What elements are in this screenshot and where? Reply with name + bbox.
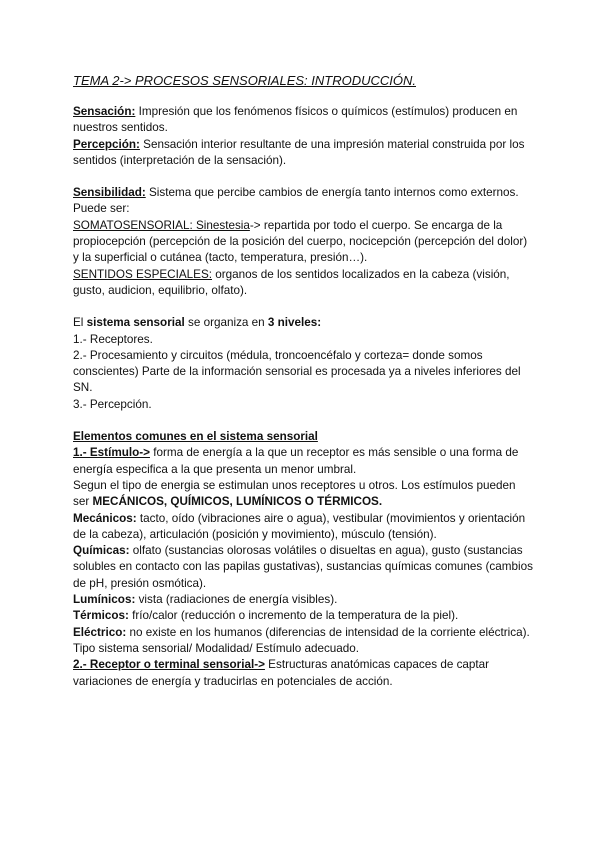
stimulus-type-text: frío/calor (reducción o incremento de la temperatura de la piel). [128, 609, 459, 623]
receptor-term: 2.- Receptor o terminal sensorial-> [73, 658, 265, 672]
stimulus-type-term: Lumínicos: [73, 593, 136, 607]
stimulus-type-term: Mecánicos: [73, 511, 137, 525]
niveles-bold-3: 3 niveles: [267, 316, 322, 330]
stimulus-type-term: Térmicos: [73, 609, 129, 623]
estimulo-paragraph [73, 445, 533, 478]
stimulus-type-term: Eléctrico: [73, 625, 127, 639]
niveles-mid: se organiza en [184, 316, 268, 330]
stimulus-type-text: no existe en los humanos (diferencias de intensidad de la corriente eléctrica). [126, 625, 530, 639]
sensibilidad-text: Sistema que percibe cambios de energía tanto internos como externos. [145, 186, 519, 200]
sentidos-especiales-paragraph [73, 267, 533, 300]
estimulo-term: 1.- Estímulo-> [73, 446, 150, 460]
sensacion-text: Impresión que los fenómenos físicos o químicos (estímulos) producen en nuestros sentidos. [73, 105, 518, 135]
percepcion-term: Percepción: [73, 137, 140, 151]
sentidos-especiales-term: SENTIDOS ESPECIALES: [73, 267, 212, 281]
segun-bold: MECÁNICOS, QUÍMICOS, LUMÍNICOS O TÉRMICOS. [92, 495, 383, 509]
puede-ser: Puede ser: [73, 202, 130, 216]
stimulus-type-text: olfato (sustancias olorosas volátiles o disueltas en agua), gusto (sustancias solubles en contacto con las papilas gustativas), sustancias químicas comunes (cambios de pH, presión osmótica). [73, 544, 533, 590]
tipo-sistema-line: Tipo sistema sensorial/ Modalidad/ Estímulo adecuado. [73, 641, 360, 655]
stimulus-type [73, 608, 533, 624]
nivel-item: 3.- Percepción. [73, 397, 152, 411]
sensibilidad-definition [73, 185, 533, 201]
sensacion-term: Sensación: [73, 105, 136, 118]
segun-text: Segun el tipo de energia se estimulan unos receptores u otros. Los estímulos pueden ser [73, 478, 516, 509]
elementos-heading: Elementos comunes en el sistema sensorial [73, 430, 318, 444]
nivel-item: 1.- Receptores. [73, 332, 153, 346]
estimulo-text: forma de energía a la que un receptor es más sensible o una forma de energía especifica a la que presenta un menor umbral. [73, 446, 519, 476]
stimulus-type [73, 543, 533, 592]
stimulus-type [73, 625, 533, 641]
percepcion-definition [73, 137, 533, 170]
somatosensorial-term: SOMATOSENSORIAL: Sinestesia [73, 218, 250, 232]
page-title: TEMA 2-> PROCESOS SENSORIALES: INTRODUCCIÓN. [73, 73, 416, 88]
sensacion-definition [73, 104, 533, 137]
receptor-text: Estructuras anatómicas capaces de captar variaciones de energía y traducirlas en potenciales de acción. [73, 658, 490, 688]
somatosensorial-paragraph [73, 218, 533, 267]
sensibilidad-term: Sensibilidad: [73, 186, 146, 200]
stimulus-type [73, 592, 533, 608]
segun-paragraph [73, 478, 533, 511]
stimulus-type-term: Químicas: [73, 544, 130, 558]
stimulus-type-text: tacto, oído (vibraciones aire o agua), vestibular (movimientos y orientación de la cabeza), articulación (posición y movimiento), músculo (tensión). [73, 511, 526, 541]
percepcion-text: Sensación interior resultante de una impresión material construida por los sentidos (interpretación de la sensación). [73, 137, 525, 167]
stimulus-type-text: vista (radiaciones de energía visibles). [135, 593, 338, 607]
document-page [73, 72, 533, 690]
niveles-intro [73, 315, 533, 331]
niveles-pre: El [73, 316, 87, 330]
nivel-item: 2.- Procesamiento y circuitos (médula, troncoencéfalo y corteza= donde somos conscientes) Parte de la información sensorial es procesada ya a niveles inferiores del SN. [73, 348, 521, 395]
stimulus-type [73, 511, 533, 544]
sentidos-especiales-text: organos de los sentidos localizados en la cabeza (visión, gusto, audicion, equilibrio, olfato). [73, 267, 510, 297]
receptor-paragraph [73, 657, 533, 690]
somatosensorial-text: -> repartida por todo el cuerpo. Se encarga de la propiocepción (percepción de la posición del cuerpo, nocicepción (percepción del dolor) y la superficial o cutánea (tacto, temperatura, presión…). [73, 218, 528, 265]
niveles-bold-sistema: sistema sensorial [86, 316, 185, 330]
